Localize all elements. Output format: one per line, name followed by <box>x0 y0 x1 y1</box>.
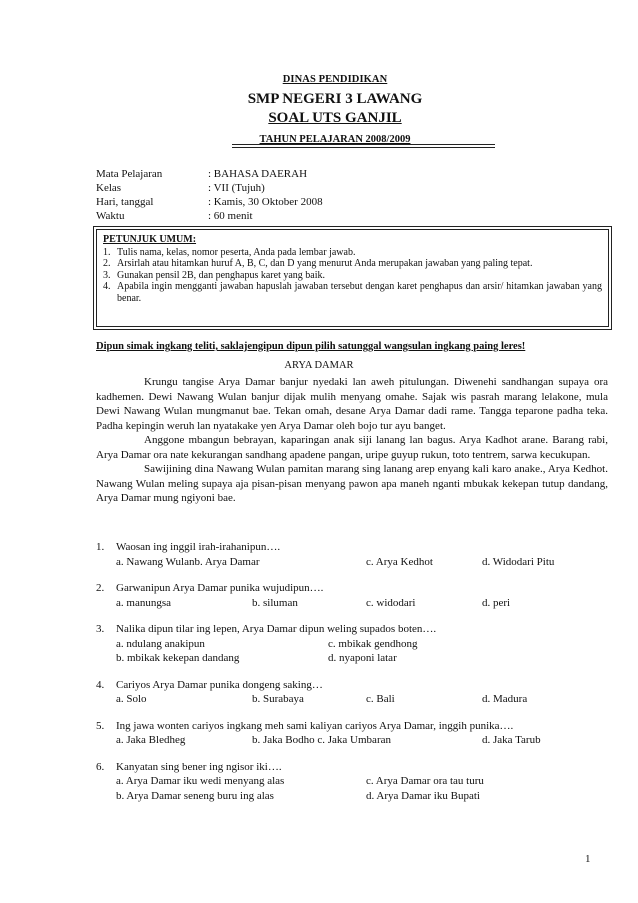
story-paragraph: Krungu tangise Arya Damar banjur nyedaki lan aweh pitulungan. Diwenehi sandhangan supaya ora kadhemen. Dewi Nawang Wulan banjur dijak mulih menyang omahe. Sajak wis pasrah marang lelakone, mula Dewi Nawang Wulan mungmanut bae. Tekan omah, desane Arya Damar dadi rame. Tangga teparone padha teka. Padha kepingin weruh lan nyatakake yen Arya Damar oleh bojo tur ayu banget. <box>96 376 608 432</box>
info-value: : 60 menit <box>208 210 253 222</box>
story-paragraph: Anggone mbangun bebrayan, kaparingan anak siji lanang lan bagus. Arya Kadhot arane. Barang rabi, Arya Damar ora nate kekurangan sandhang apadene pangan, uripe guyup rukun, toto tentrem, sarwa kecukupan. <box>96 434 608 461</box>
instruction-number: 4. <box>103 281 111 292</box>
answer-option[interactable]: d. Widodari Pitu <box>482 555 555 568</box>
answer-options <box>96 789 608 804</box>
question-text: Kanyatan sing bener ing ngisor iki…. <box>116 760 282 773</box>
question-item <box>96 581 608 610</box>
question-number: 1. <box>96 541 105 553</box>
question-text: Ing jawa wonten cariyos ingkang meh sami kaliyan cariyos Arya Damar, inggih punika…. <box>116 719 514 732</box>
academic-year: TAHUN PELAJARAN 2008/2009 <box>259 134 411 145</box>
answer-option[interactable]: d. peri <box>482 596 511 609</box>
instruction-item <box>103 281 602 304</box>
question-number: 5. <box>96 719 105 732</box>
info-row <box>96 195 323 209</box>
answer-option[interactable]: c. mbikak gendhong <box>328 637 418 650</box>
answer-option[interactable]: b. Surabaya <box>252 693 304 705</box>
answer-option[interactable]: d. nyaponi latar <box>328 652 397 664</box>
answer-options <box>96 651 608 666</box>
info-row <box>96 209 323 223</box>
answer-option[interactable]: b. siluman <box>252 596 298 609</box>
instruction-item <box>103 258 602 270</box>
answer-option[interactable]: c. Bali <box>366 693 395 705</box>
info-label: Waktu <box>96 210 125 222</box>
exam-info <box>96 167 323 223</box>
instruction-text: Tulis nama, kelas, nomor peserta, Anda pada lembar jawab. <box>117 246 356 258</box>
answer-options <box>96 637 608 652</box>
answer-option[interactable]: a. Jaka Bledheg <box>116 734 186 746</box>
answer-option[interactable]: b. mbikak kekepan dandang <box>116 652 240 664</box>
instructions-title: PETUNJUK UMUM: <box>103 234 197 245</box>
header-divider <box>232 144 495 148</box>
question-text: Garwanipun Arya Damar punika wujudipun…. <box>116 582 324 594</box>
question-item <box>96 719 608 748</box>
question-text: Nalika dipun tilar ing lepen, Arya Damar dipun weling supados boten…. <box>116 623 437 635</box>
answer-options <box>96 774 608 789</box>
instruction-number: 2. <box>103 258 111 269</box>
answer-option[interactable]: c. widodari <box>366 596 416 609</box>
exam-title: SOAL UTS GANJIL <box>268 110 402 126</box>
general-instructions-box <box>96 229 609 327</box>
instruction-number: 3. <box>103 269 111 281</box>
answer-options <box>96 596 608 611</box>
answer-option[interactable]: a. Nawang Wulanb. Arya Damar <box>116 555 260 568</box>
instruction-text: Gunakan pensil 2B, dan penghapus karet yang baik. <box>117 269 326 281</box>
answer-option[interactable]: d. Madura <box>482 693 528 705</box>
info-label: Hari, tanggal <box>96 196 154 208</box>
answer-option[interactable]: b. Jaka Bodho c. Jaka Umbaran <box>252 734 391 746</box>
document-header <box>220 74 450 145</box>
question-list <box>96 540 608 815</box>
answer-option[interactable]: c. Arya Damar ora tau turu <box>366 775 484 787</box>
info-label: Kelas <box>96 182 122 194</box>
info-label: Mata Pelajaran <box>96 168 163 180</box>
story-title: ARYA DAMAR <box>284 360 354 371</box>
answer-options <box>96 692 608 707</box>
question-text: Waosan ing inggil irah-irahanipun…. <box>116 541 281 553</box>
question-number: 2. <box>96 582 105 594</box>
question-item <box>96 622 608 666</box>
answer-option[interactable]: b. Arya Damar seneng buru ing alas <box>116 789 274 802</box>
question-number: 4. <box>96 678 105 691</box>
answer-option[interactable]: d. Jaka Tarub <box>482 734 541 746</box>
instruction-item <box>103 270 602 282</box>
story-paragraph: Sawijining dina Nawang Wulan pamitan marang sing lanang arep enyang kali karo anake., Arya Kedhot. Nawang Wulan meling supaya aja pisan-pisan menyang pawon apa maneh nganti mbukak kekepan tutup dandang, Arya Damar mung ngiyoni bae. <box>96 463 608 504</box>
question-number: 3. <box>96 623 105 635</box>
question-item <box>96 540 608 569</box>
answer-option[interactable]: a. Solo <box>116 693 147 705</box>
question-item <box>96 760 608 804</box>
answer-option[interactable]: c. Arya Kedhot <box>366 555 433 568</box>
question-item <box>96 678 608 707</box>
reading-instruction: Dipun simak ingkang teliti, saklajengipun dipun pilih satunggal wangsulan ingkang paing leres! <box>96 341 526 352</box>
instruction-text: Apabila ingin mengganti jawaban hapuslah jawaban tersebut dengan karet penghapus dan arsir/ hitamkan jawaban yang benar. <box>117 281 602 304</box>
school-name: SMP NEGERI 3 LAWANG <box>247 91 423 107</box>
info-value: : Kamis, 30 Oktober 2008 <box>208 196 323 208</box>
info-row <box>96 181 323 195</box>
instruction-item <box>103 247 602 259</box>
story-text <box>96 375 608 506</box>
instruction-number: 1. <box>103 246 111 258</box>
answer-option[interactable]: d. Arya Damar iku Bupati <box>366 789 480 802</box>
info-row <box>96 167 323 181</box>
question-text: Cariyos Arya Damar punika dongeng saking… <box>116 678 323 691</box>
answer-option[interactable]: a. ndulang anakipun <box>116 637 205 650</box>
info-value: : BAHASA DAERAH <box>208 168 308 180</box>
answer-options <box>96 733 608 748</box>
answer-option[interactable]: a. Arya Damar iku wedi menyang alas <box>116 775 285 787</box>
agency-title: DINAS PENDIDIKAN <box>282 74 388 85</box>
info-value: : VII (Tujuh) <box>208 182 265 194</box>
answer-options <box>96 555 608 570</box>
answer-option[interactable]: a. manungsa <box>116 596 171 609</box>
page-number: 1 <box>585 853 591 865</box>
instruction-text: Arsirlah atau hitamkan huruf A, B, C, dan D yang menurut Anda merupakan jawaban yang paling tepat. <box>117 258 533 269</box>
question-number: 6. <box>96 760 105 773</box>
